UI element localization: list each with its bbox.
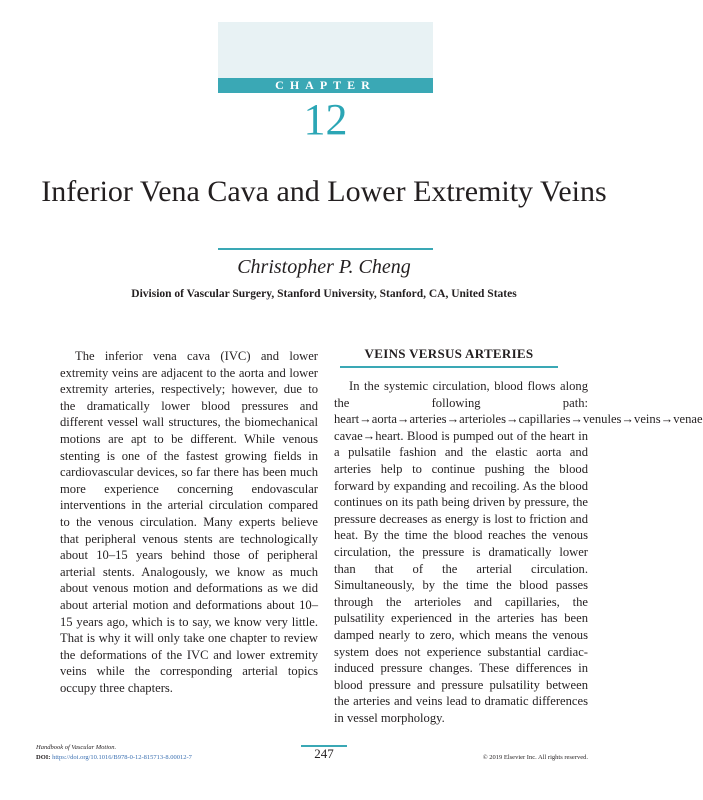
section-divider — [340, 366, 558, 368]
doi-link[interactable]: https://doi.org/10.1016/B978-0-12-815713-8.00012-7 — [52, 754, 192, 761]
copyright-notice: © 2019 Elsevier Inc. All rights reserved. — [482, 754, 588, 761]
title-divider — [218, 248, 433, 250]
chapter-number: 12 — [303, 95, 348, 144]
footer-doi — [36, 753, 192, 762]
section-paragraph: In the systemic circulation, blood flows along the following path: heart→aorta→arteries→arterioles→capillaries→venules→veins→venae cavae→heart. Blood is pumped out of the heart in a pulsatile fashion and the elastic aorta and arteries help to continue pushing the blood forward by expanding and recoiling. As the blood continues on its path being driven by pressure, the pressure decreases as energy is lost to friction and heat. By the time the blood reaches the venous circulation, the pressure is dramatically lower than that of the arterial circulation. Simultaneously, by the time the blood passes through the arterioles and capillaries, the pulsatility experienced in the arteries has been damped nearly to zero, which means the venous system does not experience substantial cardiac-induced pressure changes. These differences in blood pressure and pressure pulsatility between the arteries and veins lead to dramatic differences in vessel morphology. — [334, 379, 703, 725]
chapter-box — [218, 22, 433, 80]
intro-paragraph: The inferior vena cava (IVC) and lower extremity veins are adjacent to the aorta and lower extremity arteries, respectively; however, due to the dramatically lower blood pressures and different vessel wall structures, the biomechanical motions are apt to be different. While venous stenting is one of the fastest growing fields in cardiovascular devices, so far there has been much more experience concerning endovascular interventions in the arterial circulation compared to the venous circulation. Many experts believe that peripheral venous stents are technologically about 10–15 years behind those of peripheral arterial stents. Analogously, we know as much about venous motion and deformations as we did about arterial motion and deformations about 10–15 years ago, which is to say, we know very little. That is why it will only take one chapter to review the deformations of the IVC and lower extremity veins while the corresponding arterial topics occupy three chapters. — [60, 349, 318, 695]
intro-column — [60, 348, 318, 696]
footer-book-title: Handbook of Vascular Motion. — [36, 744, 117, 751]
doi-label: DOI: — [36, 754, 51, 761]
author-name: Christopher P. Cheng — [237, 256, 411, 278]
chapter-label: CHAPTER — [218, 78, 433, 93]
section-column — [334, 378, 703, 726]
page-number: 247 — [314, 746, 334, 761]
section-heading: VEINS VERSUS ARTERIES — [364, 346, 534, 361]
chapter-title: Inferior Vena Cava and Lower Extremity Veins — [41, 175, 607, 208]
author-affiliation: Division of Vascular Surgery, Stanford University, Stanford, CA, United States — [131, 288, 517, 300]
